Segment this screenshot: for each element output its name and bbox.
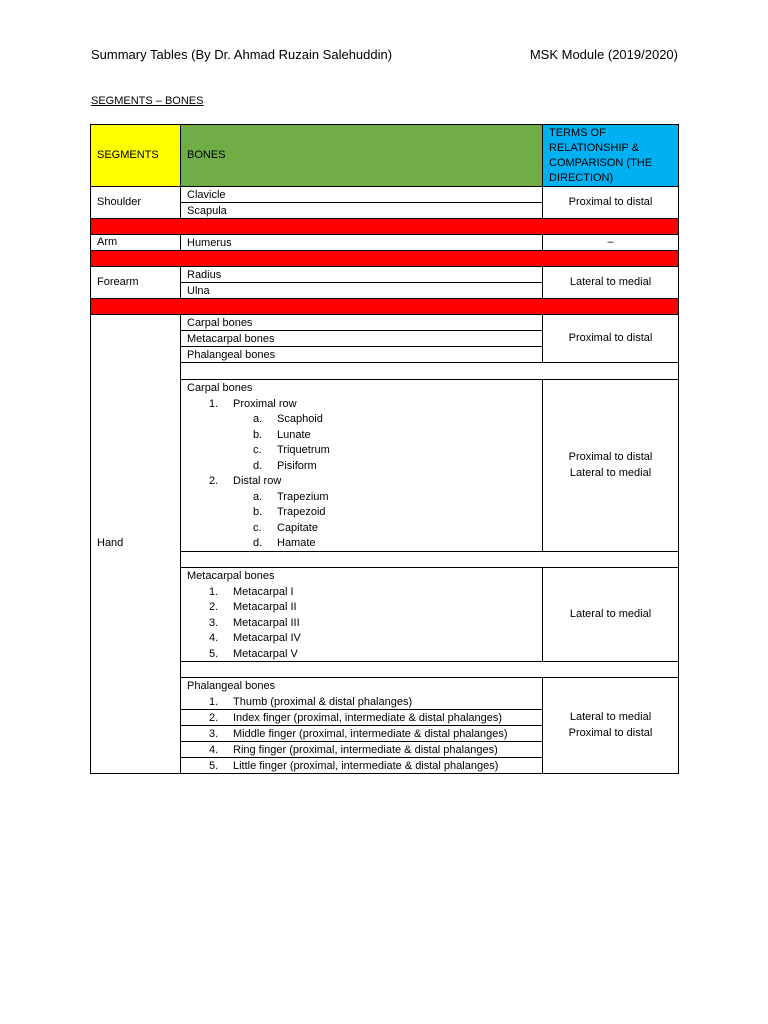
term-shoulder: Proximal to distal [542, 186, 679, 219]
header-segments-label: SEGMENTS [97, 148, 159, 161]
term-carpal: Proximal to distal Lateral to medial [542, 379, 679, 552]
separator-bar [90, 298, 679, 315]
segment-forearm: Forearm [90, 266, 181, 299]
bone-phalangeal-bones: Phalangeal bones [180, 346, 543, 363]
bone-ulna: Ulna [180, 282, 543, 299]
segment-shoulder-label: Shoulder [97, 195, 142, 208]
phalangeal-title-cell [180, 677, 543, 710]
header-module: MSK Module (2019/2020) [529, 47, 678, 62]
list-item: 5. Metacarpal V [209, 647, 298, 660]
blank-row [180, 362, 679, 380]
carpal-detail-cell [180, 379, 543, 552]
bone-humerus: Humerus [180, 234, 543, 251]
list-item: c. Capitate [253, 521, 318, 534]
bone-radius: Radius [180, 266, 543, 283]
list-item: 2. Index finger (proximal, intermediate & distal phalanges) [180, 709, 543, 726]
list-item: 1. Metacarpal I [209, 585, 294, 598]
header-terms-label: TERMS OF RELATIONSHIP & COMPARISON (THE DIRECTION) [549, 127, 653, 184]
term-metacarpal: Lateral to medial [542, 567, 679, 662]
list-item: a. Scaphoid [253, 413, 323, 425]
list-item: a. Trapezium [253, 490, 329, 503]
list-item: b. Trapezoid [253, 506, 326, 518]
term-arm: – [542, 234, 679, 251]
segment-arm: Arm [90, 234, 181, 251]
list-item: 2. Distal row [209, 475, 282, 487]
term-hand-overview: Proximal to distal [542, 314, 679, 363]
segment-shoulder [90, 186, 181, 219]
section-title: SEGMENTS – BONES [91, 95, 204, 107]
list-item: 1. Thumb (proximal & distal phalanges) [209, 695, 413, 708]
header-segments-cell [90, 124, 181, 187]
metacarpal-detail-cell [180, 567, 543, 662]
separator-bar [90, 250, 679, 267]
segment-hand: Hand [90, 314, 181, 774]
header-title: Summary Tables (By Dr. Ahmad Ruzain Salehuddin) [91, 47, 393, 62]
segments-bones-table [90, 124, 679, 774]
bone-carpal-bones: Carpal bones [180, 314, 543, 331]
list-item: 3. Metacarpal III [209, 616, 300, 629]
list-item: c. Triquetrum [253, 444, 330, 456]
metacarpal-title: Metacarpal bones [187, 570, 275, 582]
list-item: 1. Proximal row [209, 397, 297, 410]
list-item: d. Hamate [253, 537, 316, 549]
term-forearm: Lateral to medial [542, 266, 679, 299]
blank-row [180, 661, 679, 678]
separator-bar [90, 218, 679, 235]
bone-clavicle: Clavicle [180, 186, 543, 203]
phalangeal-title: Phalangeal bones [187, 680, 276, 692]
carpal-title: Carpal bones [187, 382, 253, 394]
header-bones-cell [180, 124, 543, 187]
list-item: b. Lunate [253, 428, 311, 441]
list-item: d. Pisiform [253, 459, 317, 472]
blank-row [180, 551, 679, 568]
bone-metacarpal-bones: Metacarpal bones [180, 330, 543, 347]
bone-scapula: Scapula [180, 202, 543, 219]
header-bones-label: BONES [187, 148, 226, 161]
header-terms-cell [542, 124, 679, 187]
list-item: 2. Metacarpal II [209, 601, 297, 613]
list-item: 5. Little finger (proximal, intermediate & distal phalanges) [180, 757, 543, 774]
list-item: 4. Ring finger (proximal, intermediate & distal phalanges) [180, 741, 543, 758]
list-item: 3. Middle finger (proximal, intermediate & distal phalanges) [180, 725, 543, 742]
term-phalangeal: Lateral to medial Proximal to distal [542, 677, 679, 774]
list-item: 4. Metacarpal IV [209, 632, 301, 644]
